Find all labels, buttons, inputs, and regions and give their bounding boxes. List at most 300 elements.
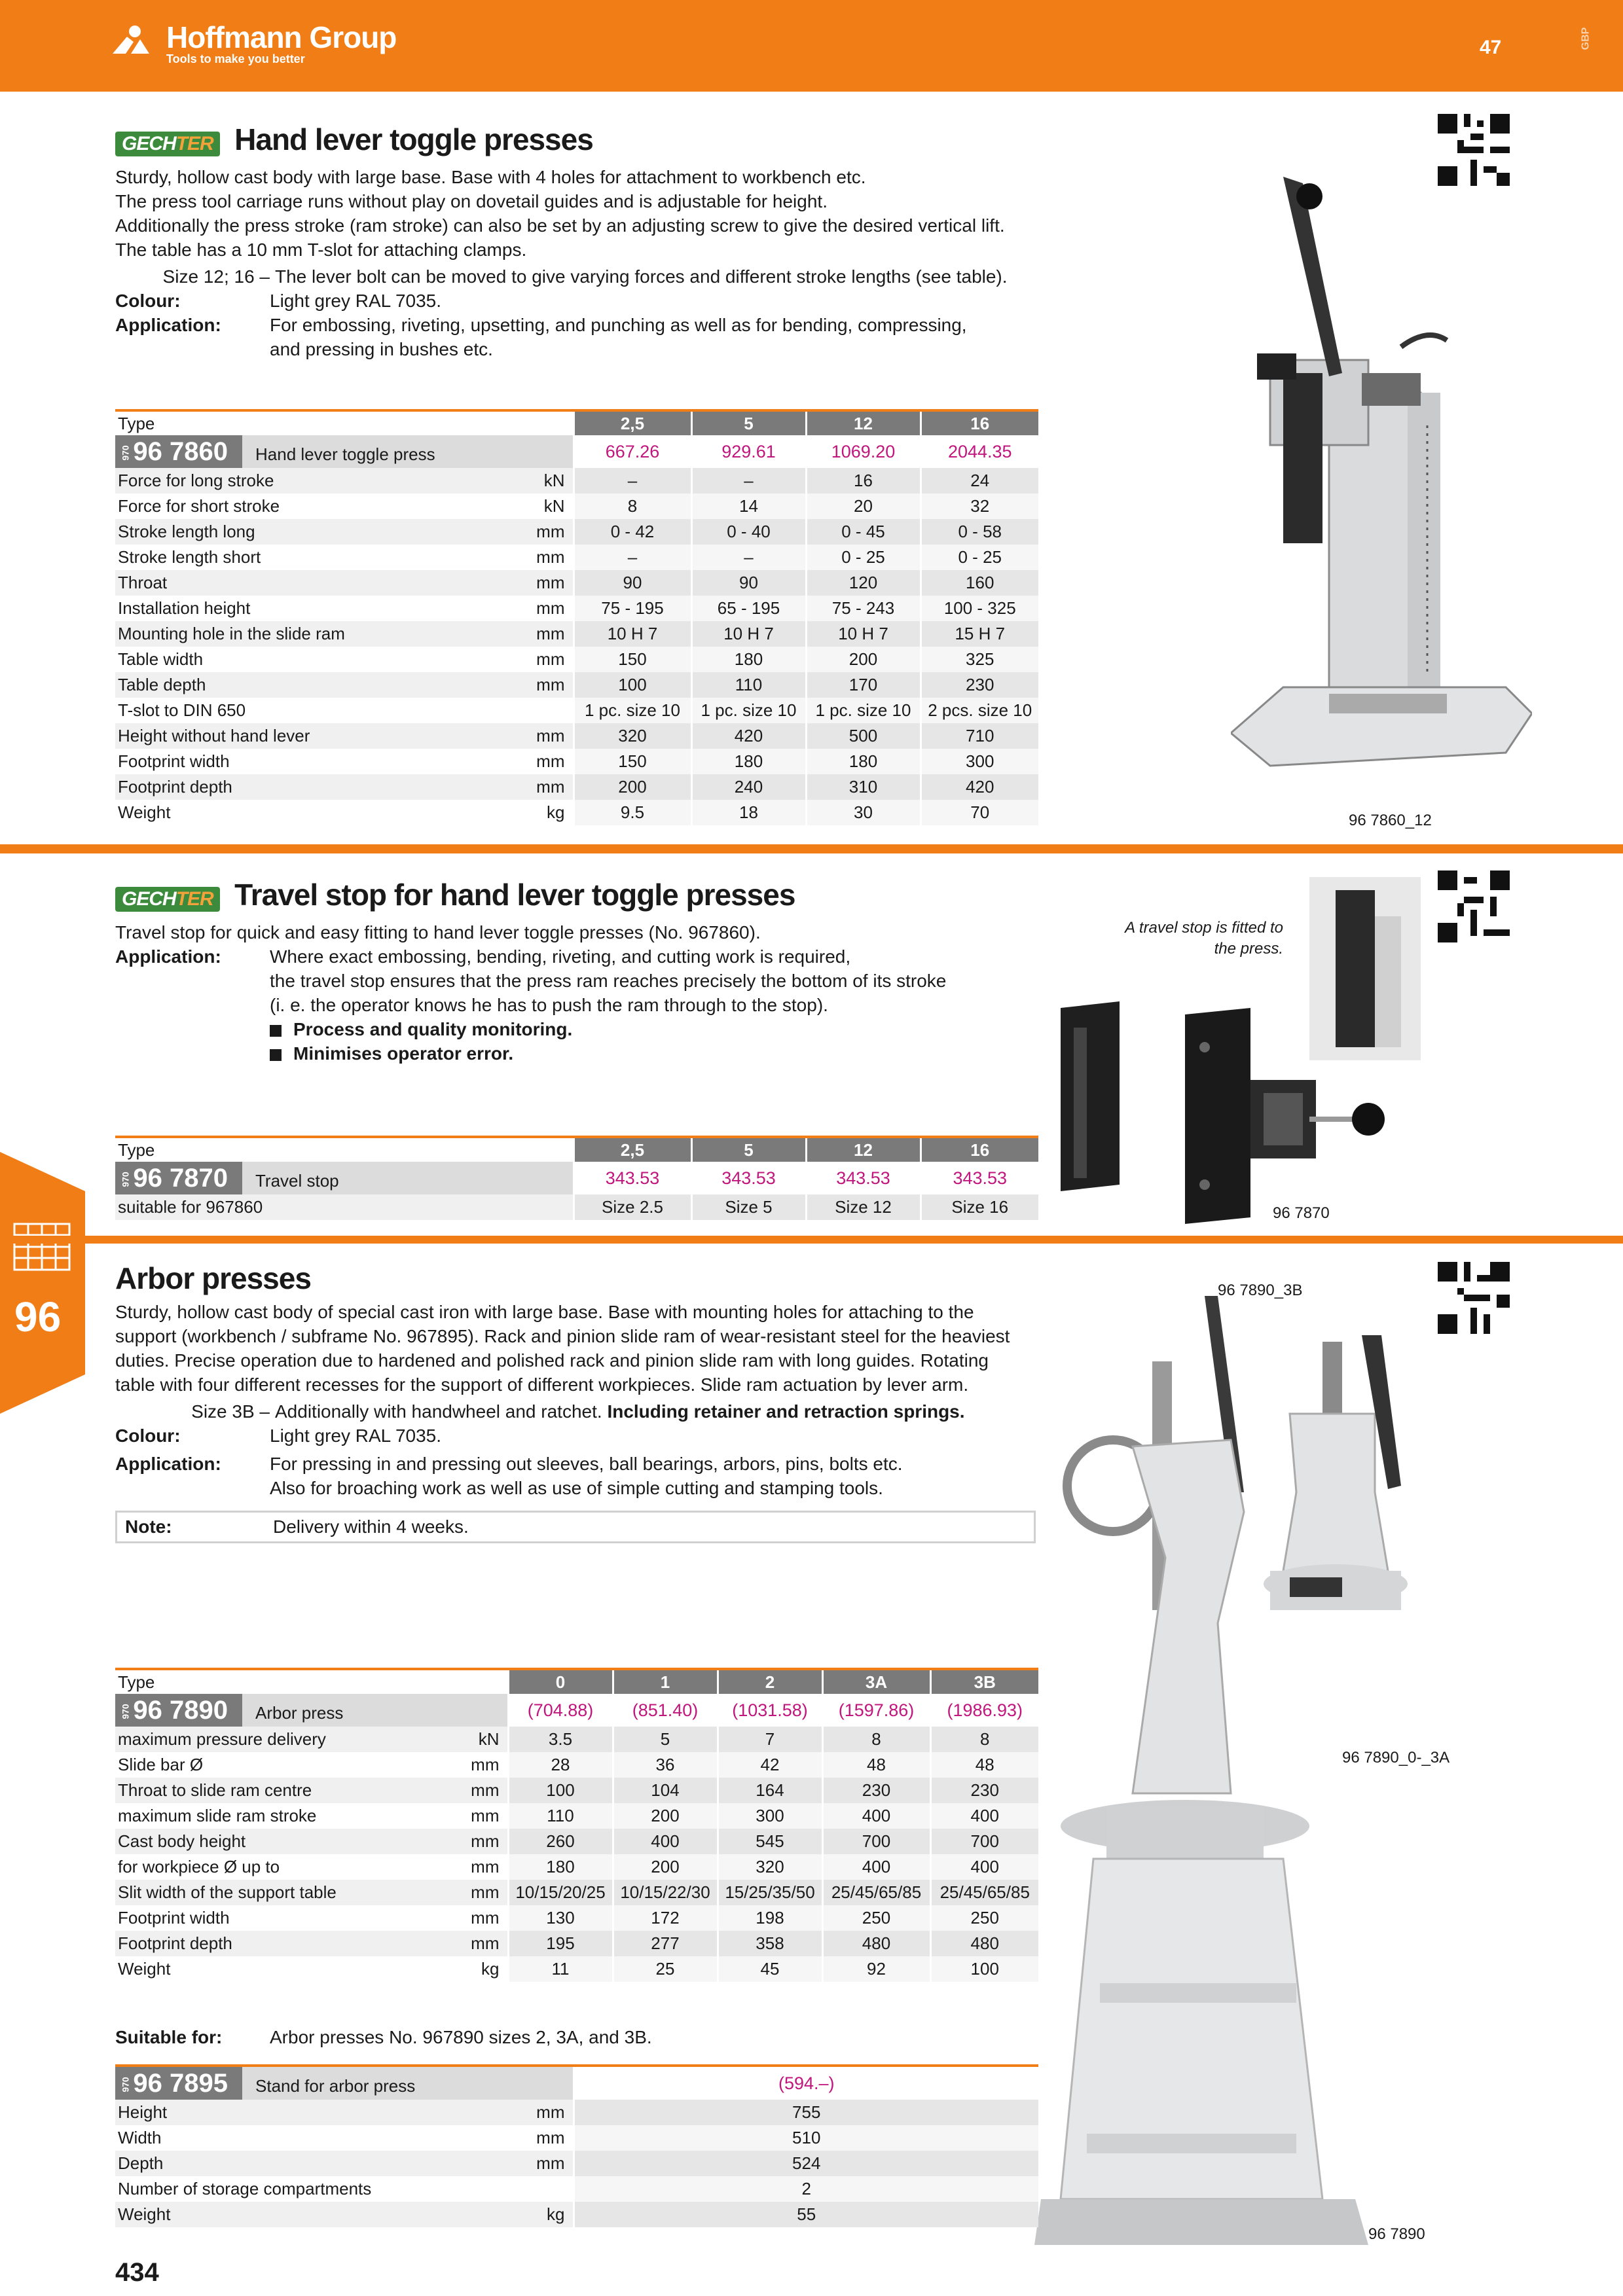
row-value: 9.5 — [574, 800, 691, 825]
row-value: 300 — [921, 749, 1038, 774]
type-col: 5 — [691, 410, 806, 435]
row-value: 2 pcs. size 10 — [921, 698, 1038, 723]
row-unit: mm — [471, 1755, 500, 1774]
row-value: 25/45/65/85 — [930, 1880, 1038, 1905]
application-label: Application: — [115, 1454, 221, 1474]
row-label-cell — [115, 545, 574, 570]
row-value: 90 — [691, 570, 806, 596]
type-col: 12 — [806, 410, 921, 435]
row-value: 1 pc. size 10 — [691, 698, 806, 723]
row-value: 200 — [574, 774, 691, 800]
caption-stand: 96 7890 — [1368, 2225, 1425, 2243]
row-value: 164 — [718, 1778, 822, 1803]
row-value: 230 — [822, 1778, 930, 1803]
qr-code-icon[interactable] — [1438, 114, 1510, 186]
article-prefix: 970 — [120, 1172, 131, 1188]
row-label-cell — [115, 723, 574, 749]
row-value: 400 — [930, 1854, 1038, 1880]
application-line: (i. e. the operator knows he has to push the ram through to the stop). — [270, 995, 828, 1015]
row-label-cell — [115, 1778, 508, 1803]
type-col: 5 — [691, 1137, 806, 1162]
table-row — [115, 493, 1038, 519]
row-label-cell — [115, 468, 574, 493]
row-unit: mm — [471, 1831, 500, 1851]
table-row — [115, 1727, 1038, 1752]
size-note-label: Size 12; 16 – — [162, 266, 270, 287]
badge-part-b: TER — [175, 133, 213, 154]
qr-code-icon[interactable] — [1438, 870, 1510, 942]
row-value: 700 — [822, 1829, 930, 1854]
type-label: Type — [115, 1669, 508, 1694]
row-value: 500 — [806, 723, 921, 749]
type-col: 2 — [718, 1669, 822, 1694]
row-label: Table width — [118, 649, 204, 669]
row-unit: mm — [536, 726, 565, 745]
article-number: 96 7860 — [133, 437, 228, 466]
row-value: 277 — [613, 1931, 718, 1956]
badge-part-a: GECH — [122, 133, 176, 154]
row-value: – — [691, 545, 806, 570]
row-value: 755 — [574, 2100, 1038, 2125]
price: (594.–) — [574, 2066, 1038, 2100]
row-value: 18 — [691, 800, 806, 825]
row-label: Number of storage compartments — [118, 2179, 372, 2198]
section-divider — [0, 844, 1623, 853]
toggle-description — [115, 165, 1045, 361]
row-value: 1 pc. size 10 — [806, 698, 921, 723]
table-row — [115, 1854, 1038, 1880]
row-label: Slide bar Ø — [118, 1755, 204, 1774]
row-value: 400 — [822, 1854, 930, 1880]
row-value: 250 — [930, 1905, 1038, 1931]
row-value: 400 — [822, 1803, 930, 1829]
row-value: – — [574, 468, 691, 493]
row-value: 45 — [718, 1956, 822, 1982]
row-value: 7 — [718, 1727, 822, 1752]
row-value: 10/15/22/30 — [613, 1880, 718, 1905]
row-label-cell — [115, 1194, 574, 1220]
row-value: Size 5 — [691, 1194, 806, 1220]
badge-part-b: TER — [175, 888, 213, 910]
row-unit: kg — [481, 1959, 500, 1979]
stand-spec-table — [115, 2064, 1038, 2227]
colour-label: Colour: — [115, 291, 181, 311]
row-value: 110 — [691, 672, 806, 698]
fitted-caption-line: A travel stop is fitted to — [1125, 919, 1283, 937]
article-number-box — [115, 435, 242, 468]
row-value: 400 — [613, 1829, 718, 1854]
application-label: Application: — [115, 315, 221, 335]
row-value: 510 — [574, 2125, 1038, 2151]
row-value: 230 — [921, 672, 1038, 698]
row-label-cell — [115, 2100, 574, 2125]
row-value: 15 H 7 — [921, 621, 1038, 647]
type-col: 3B — [930, 1669, 1038, 1694]
row-value: 480 — [930, 1931, 1038, 1956]
row-label: Height without hand lever — [118, 726, 310, 745]
row-label-cell — [115, 2176, 574, 2202]
row-label-cell — [115, 1854, 508, 1880]
section-side-tab — [0, 1152, 85, 1414]
page-number: 47 — [1480, 37, 1502, 58]
row-label-cell — [115, 1829, 508, 1854]
table-row — [115, 1778, 1038, 1803]
table-row — [115, 621, 1038, 647]
application-line: Also for broaching work as well as use of simple cutting and stamping tools. — [270, 1478, 883, 1498]
row-value: 240 — [691, 774, 806, 800]
hoffmann-logo-icon — [111, 22, 157, 55]
row-value: 8 — [930, 1727, 1038, 1752]
row-value: 32 — [921, 493, 1038, 519]
colour-label: Colour: — [115, 1426, 181, 1446]
caption-3b: 96 7890_3B — [1218, 1282, 1303, 1299]
row-value: 5 — [613, 1727, 718, 1752]
colour-value: Light grey RAL 7035. — [270, 1426, 442, 1446]
row-value: 180 — [691, 749, 806, 774]
desc-line: Additionally the press stroke (ram stroke) can also be set by an adjusting screw to give the desired vertical lift. — [115, 215, 1005, 236]
price: 2044.35 — [921, 435, 1038, 468]
toggle-press-image — [1231, 177, 1532, 798]
row-value: 700 — [930, 1829, 1038, 1854]
row-unit: mm — [471, 1882, 500, 1902]
row-unit: mm — [471, 1806, 500, 1825]
row-label-cell — [115, 1931, 508, 1956]
row-value: 325 — [921, 647, 1038, 672]
row-value: 180 — [508, 1854, 613, 1880]
row-value: Size 2.5 — [574, 1194, 691, 1220]
article-name: Travel stop — [255, 1171, 339, 1191]
arbor-title: Arbor presses — [115, 1261, 311, 1295]
gechter-badge — [115, 887, 220, 912]
row-value: 195 — [508, 1931, 613, 1956]
row-value: 24 — [921, 468, 1038, 493]
application-value: For embossing, riveting, upsetting, and punching as well as for bending, compressing, — [270, 315, 967, 335]
table-row — [115, 2151, 1038, 2176]
desc-line: Sturdy, hollow cast body with large base. Base with 4 holes for attachment to workbench etc. — [115, 167, 866, 187]
row-unit: mm — [471, 1857, 500, 1876]
row-label-cell — [115, 596, 574, 621]
gechter-badge — [115, 132, 220, 156]
row-label: T-slot to DIN 650 — [118, 700, 246, 720]
desc-line: Sturdy, hollow cast body of special cast iron with large base. Base with mounting holes for attaching to the — [115, 1302, 974, 1322]
row-label-cell — [115, 2151, 574, 2176]
type-label: Type — [115, 1137, 574, 1162]
row-value: 250 — [822, 1905, 930, 1931]
size-note: Additionally with handwheel and ratchet. — [275, 1401, 602, 1422]
stop-image-caption: 96 7870 — [1273, 1204, 1330, 1222]
row-label: Footprint width — [118, 751, 230, 771]
bullet-item: Minimises operator error. — [293, 1043, 514, 1064]
section-number: 96 — [14, 1293, 62, 1340]
row-unit: kg — [547, 2204, 565, 2224]
price: 343.53 — [574, 1162, 691, 1194]
type-col: 1 — [613, 1669, 718, 1694]
price: 1069.20 — [806, 435, 921, 468]
table-row — [115, 672, 1038, 698]
brand-name: Hoffmann Group — [166, 20, 397, 54]
row-value: 10/15/20/25 — [508, 1880, 613, 1905]
price: 343.53 — [921, 1162, 1038, 1194]
bullet-icon — [270, 1049, 282, 1061]
row-value: 0 - 42 — [574, 519, 691, 545]
row-value: 160 — [921, 570, 1038, 596]
row-value: 198 — [718, 1905, 822, 1931]
article-name: Stand for arbor press — [255, 2076, 416, 2096]
row-unit: mm — [536, 522, 565, 541]
table-row — [115, 2100, 1038, 2125]
row-value: 710 — [921, 723, 1038, 749]
row-label: Throat to slide ram centre — [118, 1780, 312, 1800]
row-label: suitable for 967860 — [118, 1197, 263, 1217]
table-row — [115, 545, 1038, 570]
row-value: 480 — [822, 1931, 930, 1956]
row-value: 10 H 7 — [574, 621, 691, 647]
row-label-cell — [115, 672, 574, 698]
row-value: 0 - 40 — [691, 519, 806, 545]
table-row — [115, 1803, 1038, 1829]
application-line: the travel stop ensures that the press ram reaches precisely the bottom of its stroke — [270, 971, 947, 991]
stop-title-row — [115, 877, 795, 912]
row-unit: mm — [471, 1908, 500, 1928]
row-unit: kN — [543, 496, 565, 516]
row-unit: mm — [536, 598, 565, 618]
row-label: Weight — [118, 2204, 171, 2224]
suitable-label: Suitable for: — [115, 2027, 223, 2047]
row-label: Footprint width — [118, 1908, 230, 1928]
row-unit: mm — [536, 547, 565, 567]
row-label: maximum pressure delivery — [118, 1729, 326, 1749]
row-value: 90 — [574, 570, 691, 596]
bullet-icon — [270, 1025, 282, 1037]
price: 343.53 — [806, 1162, 921, 1194]
article-name: Hand lever toggle press — [255, 444, 435, 464]
row-value: 200 — [613, 1803, 718, 1829]
price: 667.26 — [574, 435, 691, 468]
row-label-cell — [115, 2202, 574, 2227]
row-value: 100 — [574, 672, 691, 698]
row-label-cell — [115, 1880, 508, 1905]
row-unit: mm — [536, 649, 565, 669]
row-value: 75 - 243 — [806, 596, 921, 621]
row-value: 92 — [822, 1956, 930, 1982]
brand-tagline: Tools to make you better — [166, 52, 305, 65]
row-value: 65 - 195 — [691, 596, 806, 621]
row-unit: mm — [471, 1780, 500, 1800]
row-value: 0 - 25 — [921, 545, 1038, 570]
type-col: 16 — [921, 1137, 1038, 1162]
row-value: 420 — [691, 723, 806, 749]
row-value: 1 pc. size 10 — [574, 698, 691, 723]
arbor-press-image — [1034, 1296, 1453, 2251]
row-label: Throat — [118, 573, 168, 592]
table-row — [115, 647, 1038, 672]
row-value: 8 — [822, 1727, 930, 1752]
row-value: 230 — [930, 1778, 1038, 1803]
row-value: 120 — [806, 570, 921, 596]
row-value: 28 — [508, 1752, 613, 1778]
row-value: 15/25/35/50 — [718, 1880, 822, 1905]
table-row — [115, 596, 1038, 621]
row-label-cell — [115, 749, 574, 774]
row-value: 0 - 25 — [806, 545, 921, 570]
row-value: 320 — [718, 1854, 822, 1880]
price: (851.40) — [613, 1694, 718, 1727]
price: (1031.58) — [718, 1694, 822, 1727]
article-row — [115, 1694, 1038, 1727]
row-value: 320 — [574, 723, 691, 749]
travel-stop-image — [1048, 877, 1427, 1230]
toggle-title: Hand lever toggle presses — [234, 122, 593, 156]
table-row — [115, 1829, 1038, 1854]
row-label-cell — [115, 1905, 508, 1931]
table-row — [115, 519, 1038, 545]
desc-line: support (workbench / subframe No. 967895). Rack and pinion slide ram of wear-resistant steel for the heaviest — [115, 1326, 1010, 1346]
row-label-cell — [115, 519, 574, 545]
price: (1597.86) — [822, 1694, 930, 1727]
row-label-cell — [115, 2125, 574, 2151]
row-value: 30 — [806, 800, 921, 825]
type-label: Type — [115, 410, 574, 435]
table-row — [115, 774, 1038, 800]
note-value: Delivery within 4 weeks. — [273, 1516, 469, 1537]
row-value: 150 — [574, 749, 691, 774]
stop-title: Travel stop for hand lever toggle presses — [234, 878, 795, 912]
row-value: – — [574, 545, 691, 570]
application-line: For pressing in and pressing out sleeves, ball bearings, arbors, pins, bolts etc. — [270, 1454, 903, 1474]
desc-line: duties. Precise operation due to hardened and polished rack and pinion slide ram with long guides. Rotating — [115, 1350, 989, 1371]
row-label: for workpiece Ø up to — [118, 1857, 280, 1876]
stop-intro: Travel stop for quick and easy fitting to hand lever toggle presses (No. 967860). — [115, 922, 761, 942]
row-label-cell — [115, 493, 574, 519]
row-value: 100 - 325 — [921, 596, 1038, 621]
row-value: 300 — [718, 1803, 822, 1829]
price: (704.88) — [508, 1694, 613, 1727]
article-name: Arbor press — [255, 1703, 344, 1723]
row-value: 0 - 58 — [921, 519, 1038, 545]
row-label-cell — [115, 1727, 508, 1752]
row-label-cell — [115, 774, 574, 800]
row-value: 100 — [508, 1778, 613, 1803]
fitted-caption-line: the press. — [1214, 940, 1283, 958]
row-value: 16 — [806, 468, 921, 493]
row-unit: mm — [536, 2153, 565, 2173]
article-number-box — [115, 1694, 242, 1727]
row-value: Size 12 — [806, 1194, 921, 1220]
row-value: 70 — [921, 800, 1038, 825]
row-value: 200 — [613, 1854, 718, 1880]
row-value: 10 H 7 — [691, 621, 806, 647]
row-unit: mm — [536, 751, 565, 771]
type-col: 0 — [508, 1669, 613, 1694]
table-row — [115, 1752, 1038, 1778]
article-number: 96 7895 — [133, 2069, 228, 2098]
row-label-cell — [115, 570, 574, 596]
row-value: 170 — [806, 672, 921, 698]
article-number-box — [115, 2067, 242, 2100]
row-label: Width — [118, 2128, 162, 2147]
footer-page-number: 434 — [115, 2258, 159, 2287]
stop-spec-table — [115, 1136, 1038, 1220]
application-value-2: and pressing in bushes etc. — [270, 339, 493, 359]
colour-value: Light grey RAL 7035. — [270, 291, 442, 311]
row-value: 180 — [691, 647, 806, 672]
row-value: 55 — [574, 2202, 1038, 2227]
row-label-cell — [115, 1752, 508, 1778]
price: 929.61 — [691, 435, 806, 468]
row-unit: mm — [536, 777, 565, 797]
note-label: Note: — [125, 1516, 172, 1537]
row-unit: kN — [478, 1729, 500, 1749]
row-value: 172 — [613, 1905, 718, 1931]
type-col: 16 — [921, 410, 1038, 435]
row-label-cell — [115, 1803, 508, 1829]
row-unit: mm — [536, 2102, 565, 2122]
row-label: Stroke length short — [118, 547, 261, 567]
row-value: 104 — [613, 1778, 718, 1803]
row-unit: mm — [471, 1933, 500, 1953]
row-value: 3.5 — [508, 1727, 613, 1752]
article-prefix: 970 — [120, 445, 131, 461]
table-row — [115, 1880, 1038, 1905]
row-label: Cast body height — [118, 1831, 246, 1851]
row-label-cell — [115, 621, 574, 647]
table-row — [115, 1931, 1038, 1956]
badge-part-a: GECH — [122, 888, 176, 910]
row-value: – — [691, 468, 806, 493]
caption-0-3a: 96 7890_0-_3A — [1342, 1749, 1450, 1767]
row-label-cell — [115, 1956, 508, 1982]
row-unit: mm — [536, 624, 565, 643]
row-label: Slit width of the support table — [118, 1882, 337, 1902]
row-value: 11 — [508, 1956, 613, 1982]
application-line: Where exact embossing, bending, riveting, and cutting work is required, — [270, 946, 851, 967]
table-header-row — [115, 410, 1038, 435]
row-unit: kN — [543, 471, 565, 490]
row-label: Depth — [118, 2153, 164, 2173]
row-label-cell — [115, 800, 574, 825]
row-label: Mounting hole in the slide ram — [118, 624, 345, 643]
article-row — [115, 2066, 1038, 2100]
article-row — [115, 435, 1038, 468]
size-note: The lever bolt can be moved to give varying forces and different stroke lengths (see table). — [275, 266, 1008, 287]
table-row — [115, 468, 1038, 493]
row-unit: mm — [536, 2128, 565, 2147]
row-value: 20 — [806, 493, 921, 519]
row-label: Installation height — [118, 598, 251, 618]
row-value: 25/45/65/85 — [822, 1880, 930, 1905]
language-code: GBP — [1580, 27, 1592, 50]
row-value: 310 — [806, 774, 921, 800]
row-value: Size 16 — [921, 1194, 1038, 1220]
row-value: 200 — [806, 647, 921, 672]
row-label-cell — [115, 647, 574, 672]
row-value: 75 - 195 — [574, 596, 691, 621]
row-value: 150 — [574, 647, 691, 672]
desc-line: table with four different recesses for the support of different workpieces. Slide ram actuation by lever arm. — [115, 1374, 969, 1395]
table-row — [115, 749, 1038, 774]
table-row — [115, 2176, 1038, 2202]
row-value: 180 — [806, 749, 921, 774]
article-row — [115, 1162, 1038, 1194]
table-row — [115, 2202, 1038, 2227]
toggle-title-row — [115, 122, 593, 157]
hoffmann-logo — [111, 20, 396, 66]
row-value: 36 — [613, 1752, 718, 1778]
row-label: Force for short stroke — [118, 496, 280, 516]
article-prefix: 970 — [120, 1704, 131, 1720]
suitable-value: Arbor presses No. 967890 sizes 2, 3A, and 3B. — [270, 2027, 652, 2047]
row-value: 358 — [718, 1931, 822, 1956]
